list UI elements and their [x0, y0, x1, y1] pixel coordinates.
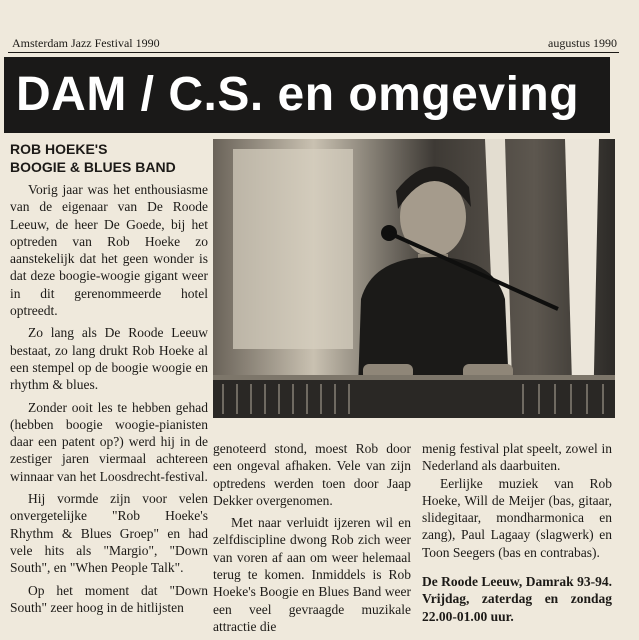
paragraph: Zo lang als De Roode Leeuw bestaat, zo lang drukt Rob Hoeke al een stempel op de boogie woogie en rhythm & blues.	[10, 325, 208, 393]
paragraph: Op het moment dat "Down South" zeer hoog in de hitlijsten	[10, 582, 208, 615]
article-column-2	[213, 440, 411, 635]
publication-name: Amsterdam Jazz Festival 1990	[12, 36, 160, 50]
header-rule	[8, 52, 619, 53]
event-info: De Roode Leeuw, Damrak 93-94. Vrijdag, zaterdag en zondag 22.00-01.00 uur.	[422, 574, 612, 624]
publication-date: augustus 1990	[548, 36, 617, 50]
article-column-1	[10, 181, 208, 616]
musician-at-piano-photo	[213, 139, 615, 418]
section-banner: DAM / C.S. en omgeving	[4, 57, 610, 133]
paragraph: Eerlijke muziek van Rob Hoeke, Will de Meijer (bas, gitaar, slidegitaar, mondharmonica en zang), Paul Lagaay (slagwerk) en Toon Seegers (bas en contrabas).	[422, 475, 612, 560]
paragraph: Met naar verluidt ijzeren wil en zelfdiscipline dwong Rob zich weer van voren af aan om weer helemaal terug te komen. Inmiddels is Rob Hoeke's Boogie en Blues Band weer een veel gevraagde muzikale attractie die	[213, 515, 411, 634]
photo-illustration	[213, 139, 615, 418]
paragraph: genoteerd stond, moest Rob door een ongeval afhaken. Vele van zijn optredens werden toen door Jaap Dekker overgenomen.	[213, 441, 411, 508]
paragraph: Vorig jaar was het enthousiasme van de eigenaar van De Roode Leeuw, de heer De Goede, bij het optreden van Rob Hoeke zo aanstekelijk dat het geen wonder is dat deze boogie-woogie gigant weer in dit gerenommeerde hotel optreedt.	[10, 182, 208, 319]
article-title-line-2: BOOGIE & BLUES BAND	[10, 159, 176, 175]
paragraph: Hij vormde zijn voor velen onvergetelijke "Rob Hoeke's Rhythm & Blues Groep" en had vele hits als "Margio", "Down South", en "When People Talk".	[10, 491, 208, 576]
article-title	[10, 140, 208, 176]
paragraph: menig festival plat speelt, zowel in Nederland als daarbuiten.	[422, 441, 612, 474]
article-title-line-1: ROB HOEKE'S	[10, 141, 108, 157]
paragraph: Zonder ooit les te hebben gehad (hebben boogie woogie-pianisten daar een patent op?) werd hij in de zestiger jaren viermaal achtereen winnaar van het Loosdrecht-festival.	[10, 399, 208, 484]
article-column-3	[422, 440, 612, 625]
